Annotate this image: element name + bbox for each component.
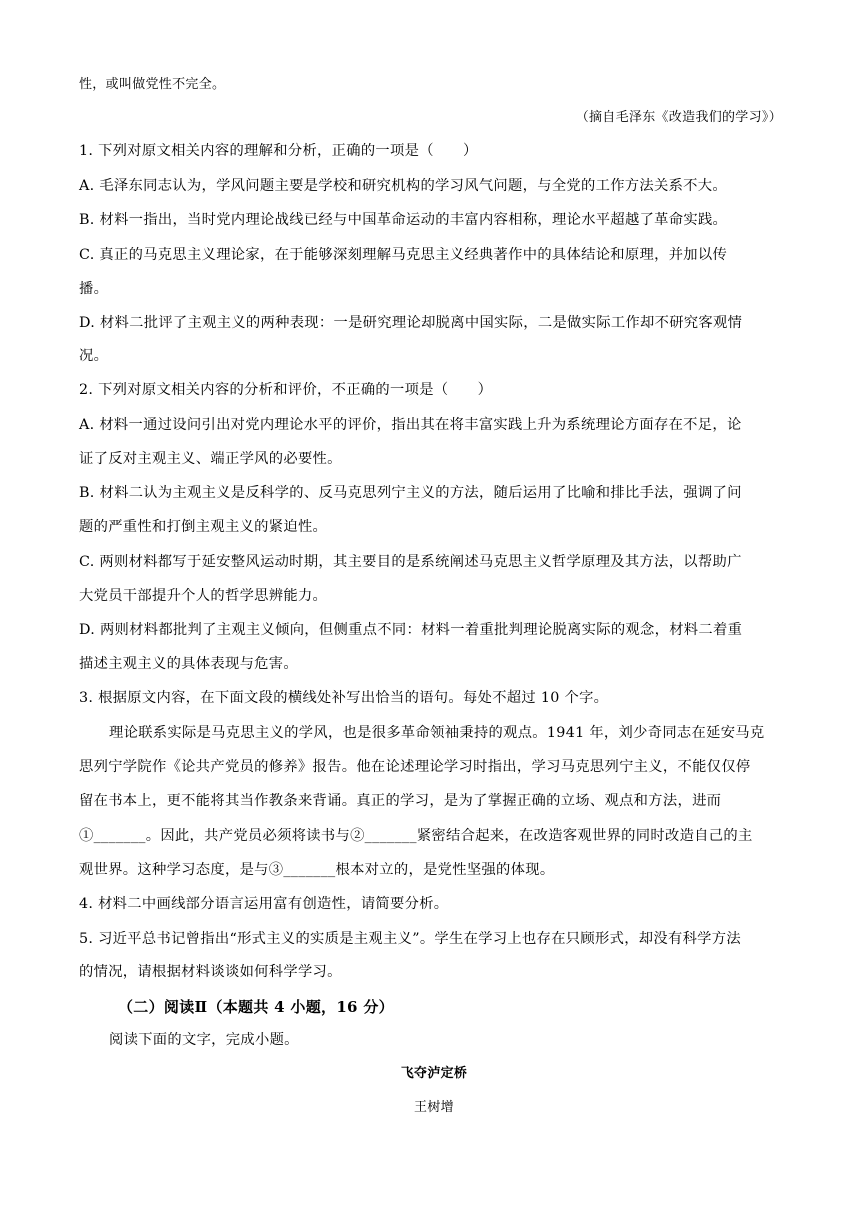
- question-1: 1. 下列对原文相关内容的理解和分析，正确的一项是（ ）: [79, 143, 478, 159]
- question-2: 2. 下列对原文相关内容的分析和评价，不正确的一项是（ ）: [79, 382, 493, 398]
- text-line: 性，或叫做党性不完全。: [79, 77, 226, 92]
- article-author: 王树增: [414, 1100, 454, 1115]
- passage-line: 观世界。这种学习态度，是与③_______根本对立的，是党性坚强的体现。: [79, 862, 555, 878]
- passage-line: 思列宁学院作《论共产党员的修养》报告。他在论述理论学习时指出，学习马克思列宁主义，不能仅仅停: [79, 759, 751, 775]
- passage-line: 理论联系实际是马克思主义的学风，也是很多革命领袖秉持的观点。1941 年，刘少奇同志在延安马克: [109, 725, 765, 741]
- question-4: 4. 材料二中画线部分语言运用富有创造性，请简要分析。: [79, 896, 449, 912]
- option-2a: A. 材料一通过设问引出对党内理论水平的评价，指出其在将丰富实践上升为系统理论方面存在不足，论: [79, 417, 742, 433]
- option-1c: C. 真正的马克思主义理论家，在于能够深刻理解马克思主义经典著作中的具体结论和原理，并加以传: [79, 247, 728, 263]
- option-2c-cont: 大党员干部提升个人的哲学思辨能力。: [79, 588, 328, 604]
- instruction: 阅读下面的文字，完成小题。: [109, 1032, 299, 1048]
- passage-line: 留在书本上，更不能将其当作教条来背诵。真正的学习，是为了掌握正确的立场、观点和方法，进而: [79, 793, 722, 809]
- option-1b: B. 材料一指出，当时党内理论战线已经与中国革命运动的丰富内容相称，理论水平超越了革命实践。: [79, 212, 728, 228]
- option-2b-cont: 题的严重性和打倒主观主义的紧迫性。: [79, 519, 328, 535]
- option-1c-cont: 播。: [79, 281, 109, 297]
- option-2d-cont: 描述主观主义的具体表现与危害。: [79, 656, 298, 672]
- option-2c: C. 两则材料都写于延安整风运动时期，其主要目的是系统阐述马克思主义哲学原理及其方法，以帮助广: [79, 554, 742, 570]
- option-2b: B. 材料二认为主观主义是反科学的、反马克思列宁主义的方法，随后运用了比喻和排比手法，强调了问: [79, 485, 742, 501]
- passage-line: ①_______。因此，共产党员必须将读书与②_______紧密结合起来，在改造客观世界的同时改造自己的主: [79, 828, 753, 844]
- question-5-cont: 的情况，请根据材料谈谈如何科学学习。: [79, 964, 342, 980]
- article-title: 飞夺泸定桥: [400, 1066, 468, 1081]
- option-1d-cont: 况。: [79, 348, 109, 364]
- option-1d: D. 材料二批评了主观主义的两种表现：一是研究理论却脱离中国实际，二是做实际工作却不研究客观情: [79, 315, 743, 331]
- option-2d: D. 两则材料都批判了主观主义倾向，但侧重点不同：材料一着重批判理论脱离实际的观念，材料二着重: [79, 622, 743, 638]
- option-2a-cont: 证了反对主观主义、端正学风的必要性。: [79, 451, 342, 467]
- option-1a: A. 毛泽东同志认为，学风问题主要是学校和研究机构的学习风气问题，与全党的工作方法关系不大。: [79, 178, 727, 194]
- source-citation: （摘自毛泽东《改造我们的学习》）: [575, 110, 782, 125]
- question-5: 5. 习近平总书记曾指出“形式主义的实质是主观主义”。学生在学习上也存在只顾形式，却没有科学方法: [79, 931, 741, 947]
- section-heading: （二）阅读Ⅱ（本题共 4 小题，16 分）: [118, 998, 394, 1016]
- question-3: 3. 根据原文内容，在下面文段的横线处补写出恰当的语句。每处不超过 10 个字。: [79, 690, 609, 706]
